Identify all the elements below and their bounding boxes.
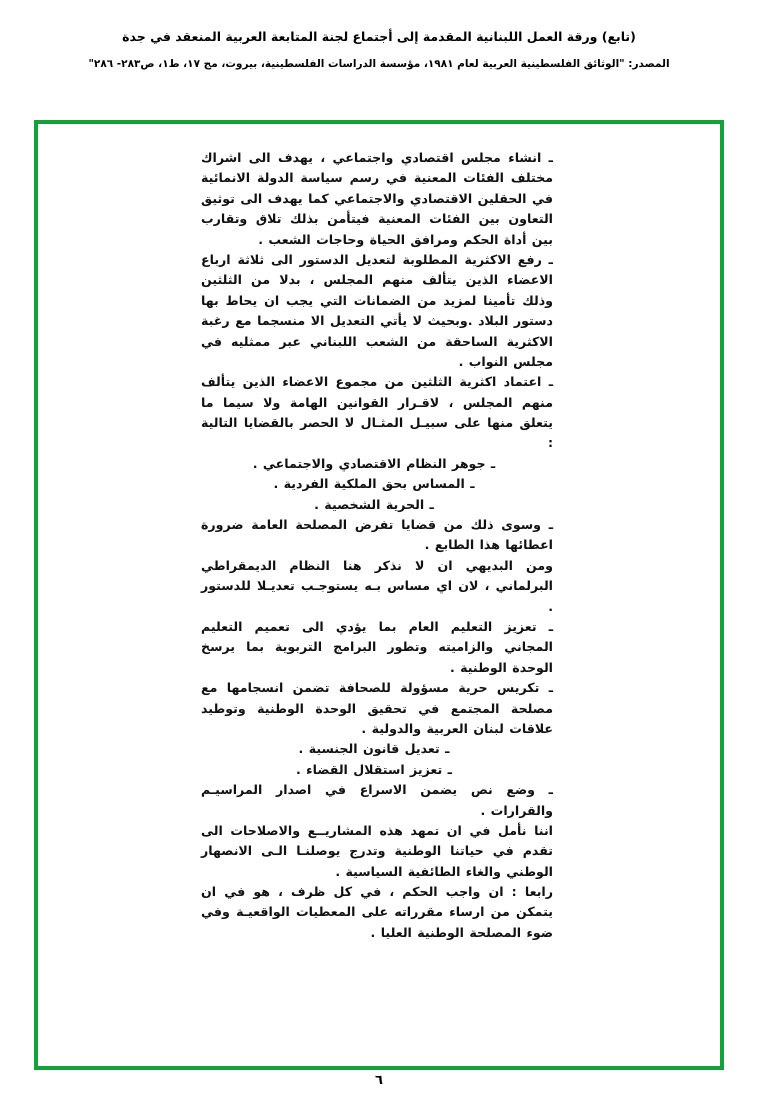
paragraph: اننا نأمل في ان تمهد هذه المشاريــع والاصلاحات الى تقدم في حياتنا الوطنية وتدرج يوصلنـا الـى الانصهار الوطني والغاء الطائفية السياسية .: [201, 822, 553, 879]
paragraph: ـ انشاء مجلس اقتصادي واجتماعي ، يهدف الى اشراك مختلف الفئات المعنية في رسم سياسة الدولة الانمائية في الحقلين الاقتصادي والاجتماعي كما يهدف الى توثيق التعاون بين الفئات المعنية فيتأمن بذلك تلاق وتقارب بين أداة الحكم ومرافق الحياة وحاجات الشعب .: [201, 150, 553, 247]
list-item: ـ الحرية الشخصية .: [314, 496, 434, 512]
page-number: ٦: [375, 1073, 383, 1088]
paragraph: ـ تكريس حرية مسؤولة للصحافة تضمن انسجامها مع مصلحة المجتمع في تحقيق الوحدة الوطنية وتوطيد علاقات لبنان العربية والدولية .: [201, 680, 553, 736]
document-body: [201, 148, 553, 943]
paragraph: ـ وسوى ذلك من قضايا تفرض المصلحة العامة ضرورة اعطائها هذا الطابع .: [201, 517, 553, 553]
page-title: (تابع) ورقة العمل اللبنانية المقدمة إلى أجتماع لجنة المتابعة العربية المنعقد في جدة: [122, 29, 636, 44]
source-line: المصدر: "الوثائق الفلسطينية العربية لعام ١٩٨١، مؤسسة الدراسات الفلسطينية، بيروت، مج ١٧، ط١، ص٢٨٣- ٢٨٦": [88, 57, 670, 70]
list-item: ـ تعزيز استقلال القضاء .: [296, 761, 452, 777]
list-item: ـ تعديل قانون الجنسية .: [298, 741, 450, 757]
list-item: ـ جوهر النظام الاقتصادي والاجتماعي .: [252, 455, 496, 471]
paragraph: ـ وضع نص يضمن الاسراع في اصدار المراسيـم والقرارات .: [201, 782, 553, 818]
paragraph: ـ اعتماد اكثرية الثلثين من مجموع الاعضاء الذين يتألف منهم المجلس ، لاقـرار القوانين الهامة ولا سيما ما يتعلق منها على سبيـل المثـال لا الحصر بالقضايا التالية :: [201, 374, 553, 451]
paragraph: ـ رفع الاكثرية المطلوبة لتعديل الدستور الى ثلاثة ارباع الاعضاء الذين يتألف منهم المجلس ، بدلا من الثلثين وذلك تأمينا لمزيد من الضمانات التي يجب ان يحاط بها دستور البلاد .وبحيث لا يأتي التعديل الا منسجما مع رغبة الاكثرية الساحقة من الشعب اللبناني عبر ممثليه في مجلس النواب .: [201, 251, 553, 369]
list-item: ـ المساس بحق الملكية الفردية .: [273, 476, 475, 492]
paragraph: ومن البديهي ان لا نذكر هنا النظام الديمقراطي البرلماني ، لان اي مساس بـه يستوجـب تعديـلا للدستور .: [201, 557, 553, 614]
paragraph: رابعا : ان واجب الحكم ، في كل ظرف ، هو في ان يتمكن من ارساء مقرراته على المعطيات الواقعيـة وفي ضوء المصلحة الوطنية العليا .: [201, 884, 553, 940]
paragraph: ـ تعزيز التعليم العام بما يؤدي الى تعميم التعليم المجاني والزاميته وتطور البرامج التربوية بما يرسخ الوحدة الوطنية .: [201, 618, 553, 675]
document-page: [0, 28, 758, 1106]
